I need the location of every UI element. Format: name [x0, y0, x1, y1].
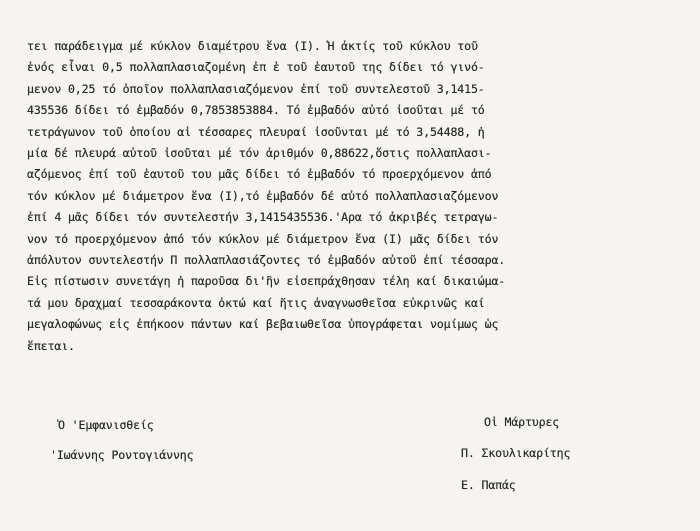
text-line: τετράγωνον τοῦ ὁποίου αἱ τέσσαρες πλευραί ἰσοῦνται μέ τό 3,54488, ἡ — [27, 124, 485, 139]
witnesses-title: Οἱ Μάρτυρες — [484, 415, 560, 429]
witness-name: Π. Σκουλικαρίτης — [461, 446, 571, 460]
witness-name: Ε. Παπάς — [461, 478, 516, 492]
appearing-party-name: 'Ιωάννης Ροντογιάννης — [50, 448, 194, 462]
text-line: μεγαλοφώνως εἰς ἐπήκοον πάντων καί βεβαιωθεῖσα ὑπογράφεται νομίμως ὡς — [27, 317, 499, 332]
text-line: αζόμενος ἐπί τοῦ ἑαυτοῦ του μᾶς δίδει τό ἐμβαδόν τό προερχόμενον ἀπό — [27, 167, 492, 182]
text-line: μία δέ πλευρά αὐτοῦ ἰσοῦται μέ τόν ἀριθμόν 0,88622,ὅστις πολλαπλασι- — [27, 146, 492, 161]
text-line: ἀπόλυτον συντελεστήν Π πολλαπλασιάζοντες τό ἐμβαδόν αὐτοῦ ἐπί τέσσαρα. — [27, 253, 506, 268]
text-line: νον τό προερχόμενον ἀπό τόν κύκλον μέ διάμετρον ἕνα (Ι) μᾶς δίδει τόν — [27, 231, 499, 246]
text-line: μενον 0,25 τό ὁποῖον πολλαπλασιαζόμενον ἐπί τοῦ συντελεστοῦ 3,1415- — [27, 81, 485, 96]
text-line: Εἰς πίστωσιν συνετάγη ἡ παροῦσα δι'ἣν εἰσεπράχθησαν τέλη καί δικαιώμα- — [27, 274, 506, 289]
text-line: ἕπεται. — [27, 338, 75, 353]
appearing-party-title: Ὁ 'Εμφανισθείς — [58, 418, 154, 432]
document-body — [27, 36, 687, 357]
text-line: 435536 δίδει τό ἐμβαδόν 0,7853853884. Τό ἐμβαδόν αὐτό ἰσοῦται μέ τό — [27, 103, 485, 118]
text-line: ἐπί 4 μᾶς δίδει τόν συντελεστήν 3,1415435536.'Αρα τό ἀκριβές τετραγω- — [27, 210, 499, 225]
text-line: ἑνός εἶναι 0,5 πολλαπλασιαζομένη ἐπ ἑ τοῦ ἑαυτοῦ της δίδει τό γινό- — [27, 60, 485, 75]
text-line: τει παράδειγμα μέ κύκλον διαμέτρου ἕνα (Ι). Ἡ ἀκτίς τοῦ κύκλου τοῦ — [27, 39, 478, 53]
text-line: τόν κύκλον μέ διάμετρον ἕνα (Ι),τό ἐμβαδόν δέ αὐτό πολλαπλασιαζόμενον — [27, 188, 499, 203]
text-line: τά μου δραχμαί τεσσαράκοντα ὀκτώ καί ἥτις ἀναγνωσθεῖσα εὐκρινῶς καί — [27, 295, 485, 310]
